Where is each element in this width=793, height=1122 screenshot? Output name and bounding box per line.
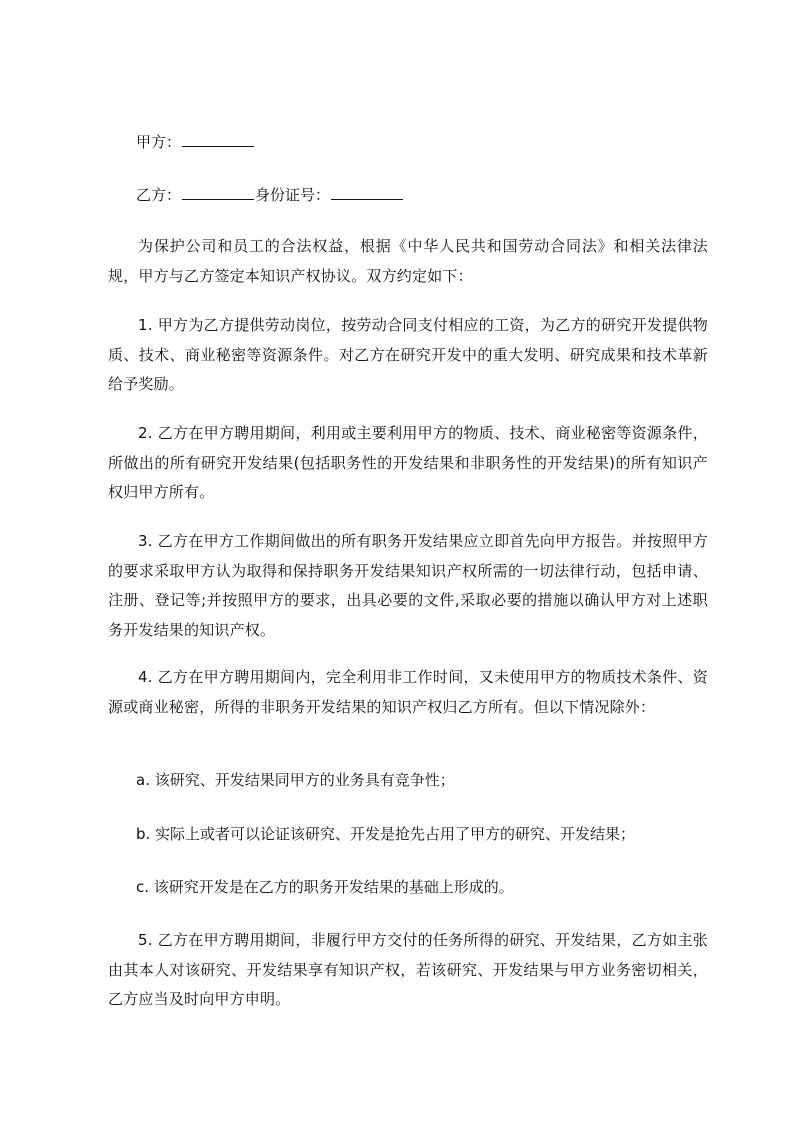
party-b-line [136, 184, 404, 205]
intro-paragraph: 为保护公司和员工的合法权益，根据《中华人民共和国劳动合同法》和相关法律法规，甲方与乙方签定本知识产权协议。双方约定如下： [108, 237, 708, 285]
id-number-label: 身份证号： [255, 186, 331, 204]
party-a-blank [182, 131, 254, 147]
exception-b: b. 实际上或者可以论证该研究、开发是抢先占用了甲方的研究、开发结果； [136, 825, 636, 843]
exception-c: c. 该研究开发是在乙方的职务开发结果的基础上形成的。 [136, 878, 514, 896]
clause-4: 4. 乙方在甲方聘用期间内，完全利用非工作时间，又未使用甲方的物质技术条件、资源或商业秘密，所得的非职务开发结果的知识产权归乙方所有。但以下情况除外： [108, 668, 708, 716]
exception-a: a. 该研究、开发结果同甲方的业务具有竞争性； [136, 771, 455, 789]
clause-2: 2. 乙方在甲方聘用期间，利用或主要利用甲方的物质、技术、商业秘密等资源条件，所做出的所有研究开发结果(包括职务性的开发结果和非职务性的开发结果)的所有知识产权归甲方所有。 [108, 424, 708, 501]
party-a-label: 甲方： [136, 133, 182, 151]
clause-3: 3. 乙方在甲方工作期间做出的所有职务开发结果应立即首先向甲方报告。并按照甲方的要求采取甲方认为取得和保持职务开发结果知识产权所需的一切法律行动，包括申请、注册、登记等;并按照甲方的要求，出具必要的文件,采取必要的措施以确认甲方对上述职务开发结果的知识产权。 [108, 532, 708, 639]
party-b-label: 乙方： [136, 186, 182, 204]
party-b-blank [182, 184, 254, 200]
party-a-line [136, 131, 255, 152]
id-number-blank [331, 184, 403, 200]
clause-5: 5. 乙方在甲方聘用期间，非履行甲方交付的任务所得的研究、开发结果，乙方如主张由其本人对该研究、开发结果享有知识产权，若该研究、开发结果与甲方业务密切相关，乙方应当及时向甲方申明。 [108, 931, 708, 1008]
clause-1: 1. 甲方为乙方提供劳动岗位，按劳动合同支付相应的工资，为乙方的研究开发提供物质、技术、商业秘密等资源条件。对乙方在研究开发中的重大发明、研究成果和技术革新给予奖励。 [108, 316, 708, 393]
